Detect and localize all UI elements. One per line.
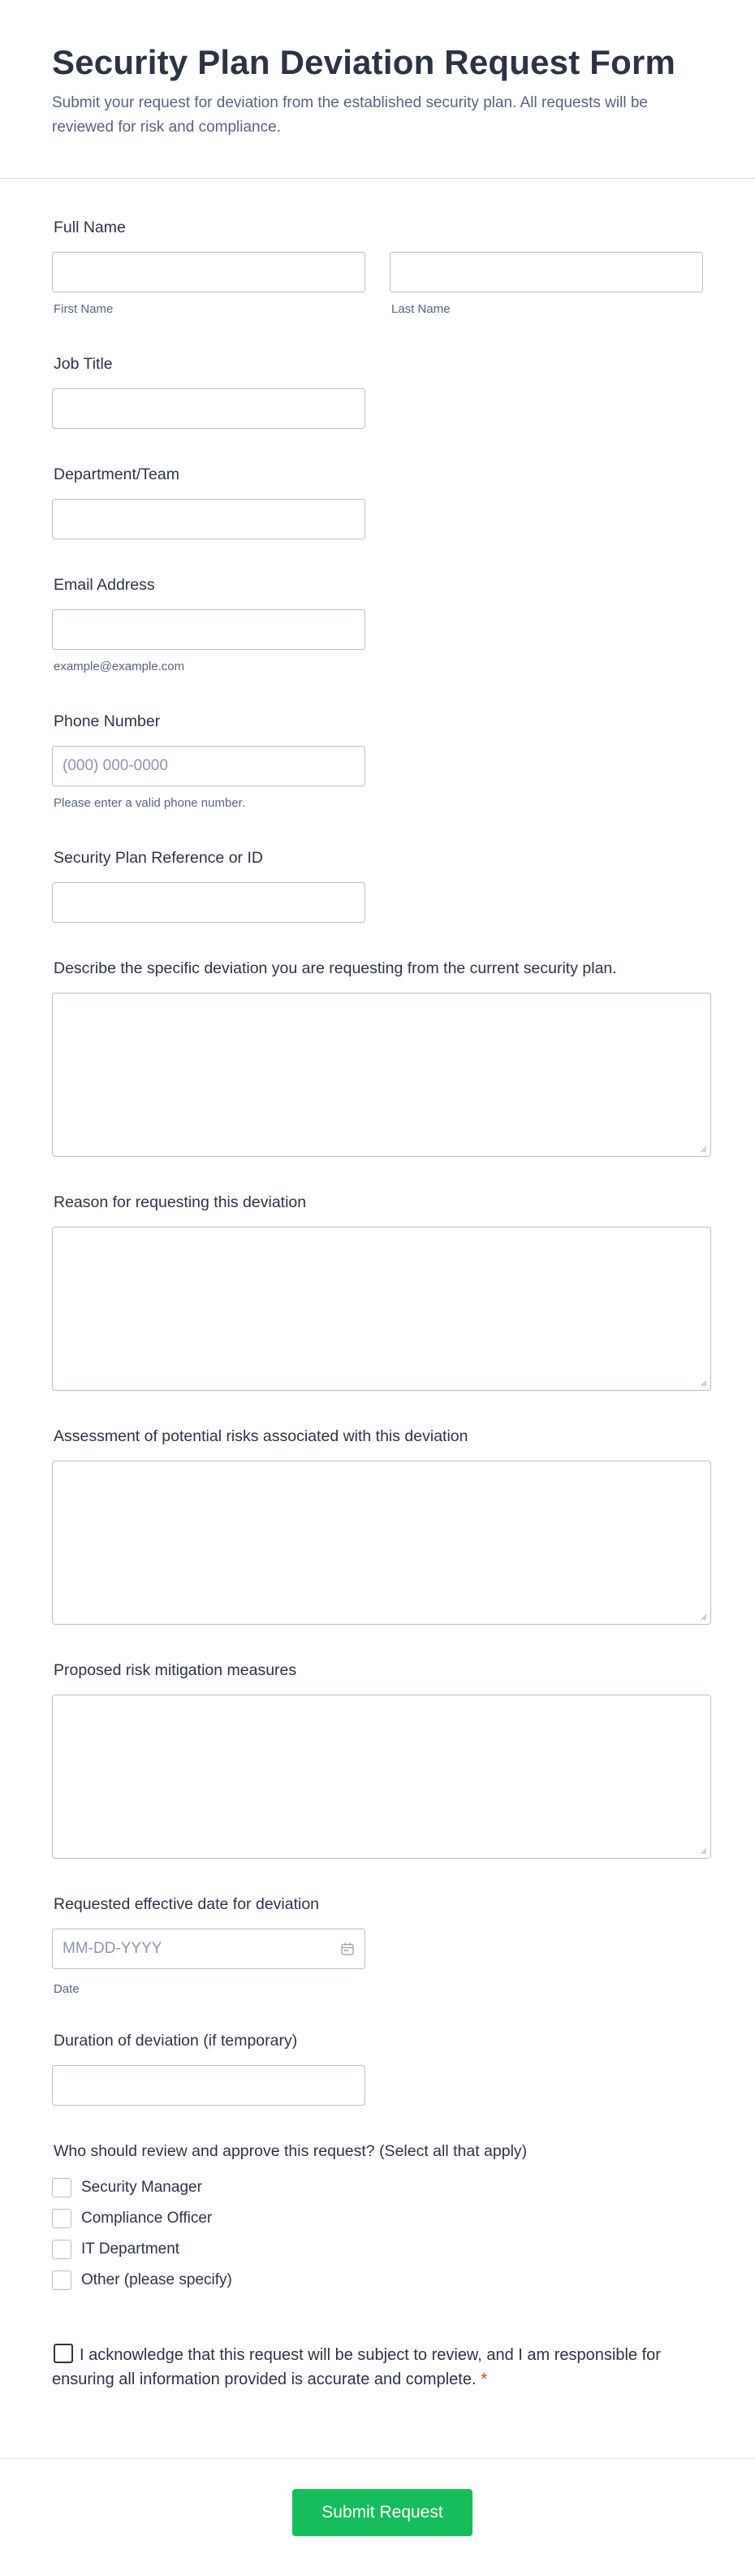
resize-grip-icon[interactable] (699, 1379, 707, 1387)
mitigation-textarea[interactable] (52, 1695, 711, 1859)
checkbox[interactable] (52, 2240, 71, 2259)
form-header (0, 0, 755, 179)
first-name-input[interactable] (52, 252, 365, 292)
checkbox-label: IT Department (81, 2240, 180, 2258)
footer-divider (0, 2458, 755, 2459)
page-title: Security Plan Deviation Request Form (52, 43, 676, 81)
email-input[interactable] (52, 609, 365, 650)
job-title-label: Job Title (54, 355, 113, 373)
effective-date-input[interactable] (52, 1929, 365, 1969)
date-placeholder: MM-DD-YYYY (63, 1940, 162, 1957)
plan-ref-label: Security Plan Reference or ID (54, 849, 263, 867)
calendar-icon[interactable] (340, 1942, 355, 1956)
acknowledgement[interactable] (52, 2343, 685, 2392)
duration-input[interactable] (52, 2065, 365, 2106)
effective-date-label: Requested effective date for deviation (54, 1895, 320, 1913)
last-name-sublabel: Last Name (391, 302, 451, 316)
email-sublabel: example@example.com (54, 660, 185, 673)
phone-placeholder: (000) 000-0000 (63, 757, 168, 774)
checkbox[interactable] (52, 2178, 71, 2197)
reviewer-option[interactable] (52, 2208, 212, 2229)
checkbox[interactable] (52, 2209, 71, 2228)
acknowledgement-text: I acknowledge that this request will be subject to review, and I am responsible for ensuring all information provided is accurate and complete. (52, 2346, 661, 2388)
deviation-desc-label: Describe the specific deviation you are requesting from the current security plan. (54, 959, 617, 977)
checkbox-label: Other (please specify) (81, 2271, 232, 2288)
resize-grip-icon[interactable] (699, 1846, 707, 1855)
checkbox-label: Compliance Officer (81, 2210, 213, 2227)
checkbox-label: Security Manager (81, 2179, 202, 2196)
first-name-sublabel: First Name (54, 302, 114, 316)
page-subtitle: Submit your request for deviation from the established security plan. All requests will be reviewed for risk and compliance. (52, 94, 648, 136)
job-title-input[interactable] (52, 388, 365, 429)
checkbox[interactable] (52, 2271, 71, 2290)
reviewer-option[interactable] (52, 2270, 232, 2291)
risks-textarea[interactable] (52, 1461, 711, 1625)
resize-grip-icon[interactable] (699, 1145, 707, 1153)
phone-input[interactable] (52, 746, 365, 786)
reviewer-option[interactable] (52, 2239, 179, 2260)
last-name-input[interactable] (390, 252, 703, 292)
department-input[interactable] (52, 499, 365, 539)
acknowledgement-checkbox[interactable] (54, 2344, 73, 2363)
reason-textarea[interactable] (52, 1227, 711, 1391)
reviewers-label: Who should review and approve this request? (Select all that apply) (54, 2142, 528, 2160)
deviation-desc-textarea[interactable] (52, 993, 711, 1157)
submit-button[interactable]: Submit Request (292, 2489, 472, 2536)
duration-label: Duration of deviation (if temporary) (54, 2032, 298, 2050)
reason-label: Reason for requesting this deviation (54, 1193, 307, 1211)
phone-label: Phone Number (54, 712, 161, 730)
email-label: Email Address (54, 576, 155, 594)
risks-label: Assessment of potential risks associated with this deviation (54, 1427, 468, 1445)
reviewer-option[interactable] (52, 2177, 202, 2198)
department-label: Department/Team (54, 465, 179, 483)
required-mark: * (481, 2370, 488, 2388)
date-sublabel: Date (54, 1982, 80, 1996)
mitigation-label: Proposed risk mitigation measures (54, 1661, 297, 1679)
full-name-label: Full Name (54, 219, 126, 236)
resize-grip-icon[interactable] (699, 1613, 707, 1621)
phone-sublabel: Please enter a valid phone number. (54, 796, 245, 810)
plan-ref-input[interactable] (52, 882, 365, 923)
